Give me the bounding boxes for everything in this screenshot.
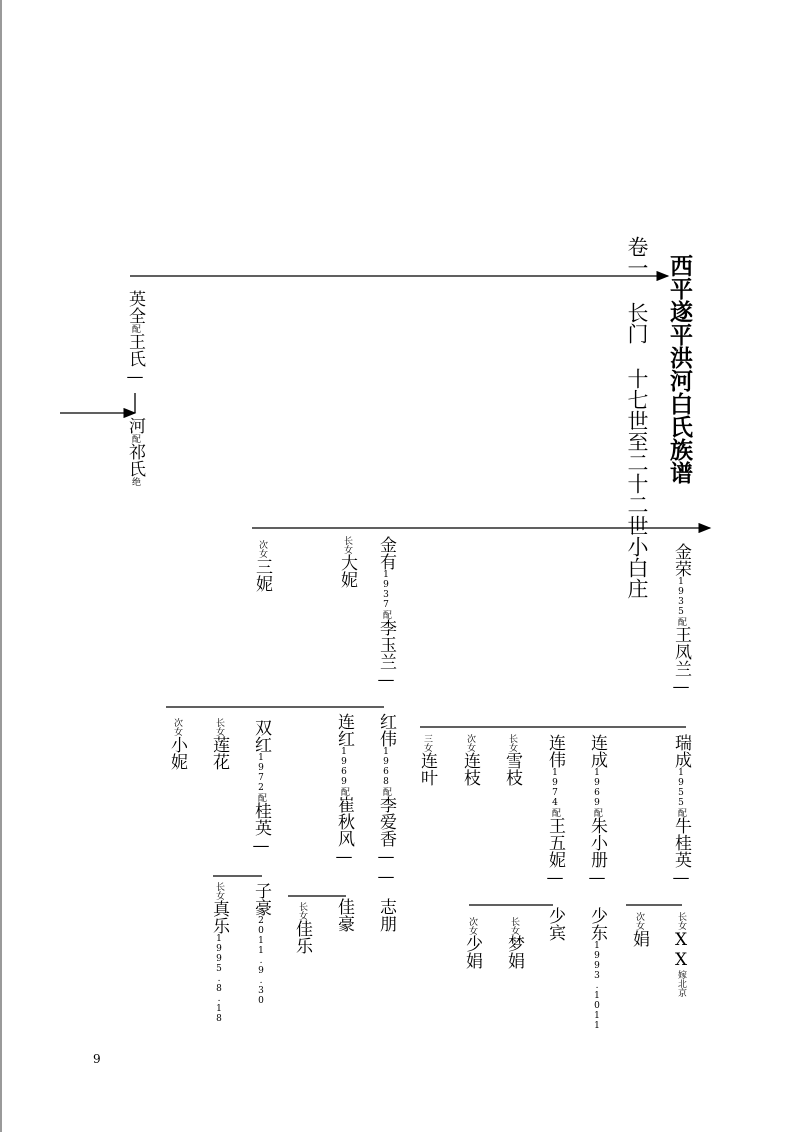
person-xx: 长女XX嫁北京 xyxy=(671,912,691,997)
person-jiale: 长女佳乐 xyxy=(292,902,312,954)
person-shaodong: 少东1993.1011 xyxy=(587,907,607,1031)
person-hongwei: 红伟1968配李爱香—— xyxy=(376,713,396,887)
person-shaobin: 少宾 xyxy=(545,907,565,941)
person-xiao-ni: 次女小妮 xyxy=(167,718,187,770)
person-lianhong: 连红1969配崔秋风— xyxy=(334,713,354,867)
person-juan: 次女娟 xyxy=(629,912,649,947)
person-yingquan: 英全配王氏— xyxy=(125,290,145,387)
person-ruicheng: 瑞成1955配牛桂英— xyxy=(671,734,691,888)
person-jinyou: 金有1937配李玉兰— xyxy=(376,536,396,690)
person-jiahao: 佳豪 xyxy=(334,898,354,932)
person-liancheng: 连成1969配朱小册— xyxy=(587,734,607,888)
person-shuanghong: 双红1972配桂英— xyxy=(251,719,271,856)
person-jinrong: 金荣1935配王凤兰— xyxy=(671,543,691,697)
volume-subtitle: 卷一 长门 十七世至二十二世小白庄 xyxy=(625,236,649,599)
person-da-ni: 长女大妮 xyxy=(337,536,357,588)
person-xuezhi: 长女雪枝 xyxy=(502,734,522,786)
person-zhenle: 长女真乐1995.8.18 xyxy=(209,882,229,1024)
person-lianzhi: 次女连枝 xyxy=(460,734,480,786)
person-mengjuan: 长女梦娟 xyxy=(504,917,524,969)
person-he: 河配祁氏绝 xyxy=(125,417,145,486)
person-lianhua: 长女莲花 xyxy=(209,718,229,770)
person-lianwei: 连伟1974配王五妮— xyxy=(545,734,565,888)
page-number: 9 xyxy=(93,1052,101,1066)
person-lianye: 三女连叶 xyxy=(417,734,437,786)
document-title: 西平遂平洪河白氏族谱 xyxy=(666,254,692,484)
person-zhipeng: 志朋 xyxy=(376,898,396,932)
person-shaojuan: 次女少娟 xyxy=(462,917,482,969)
person-san-ni: 次女三妮 xyxy=(252,540,272,592)
person-zihao: 子豪2011.9.30 xyxy=(251,882,271,1006)
